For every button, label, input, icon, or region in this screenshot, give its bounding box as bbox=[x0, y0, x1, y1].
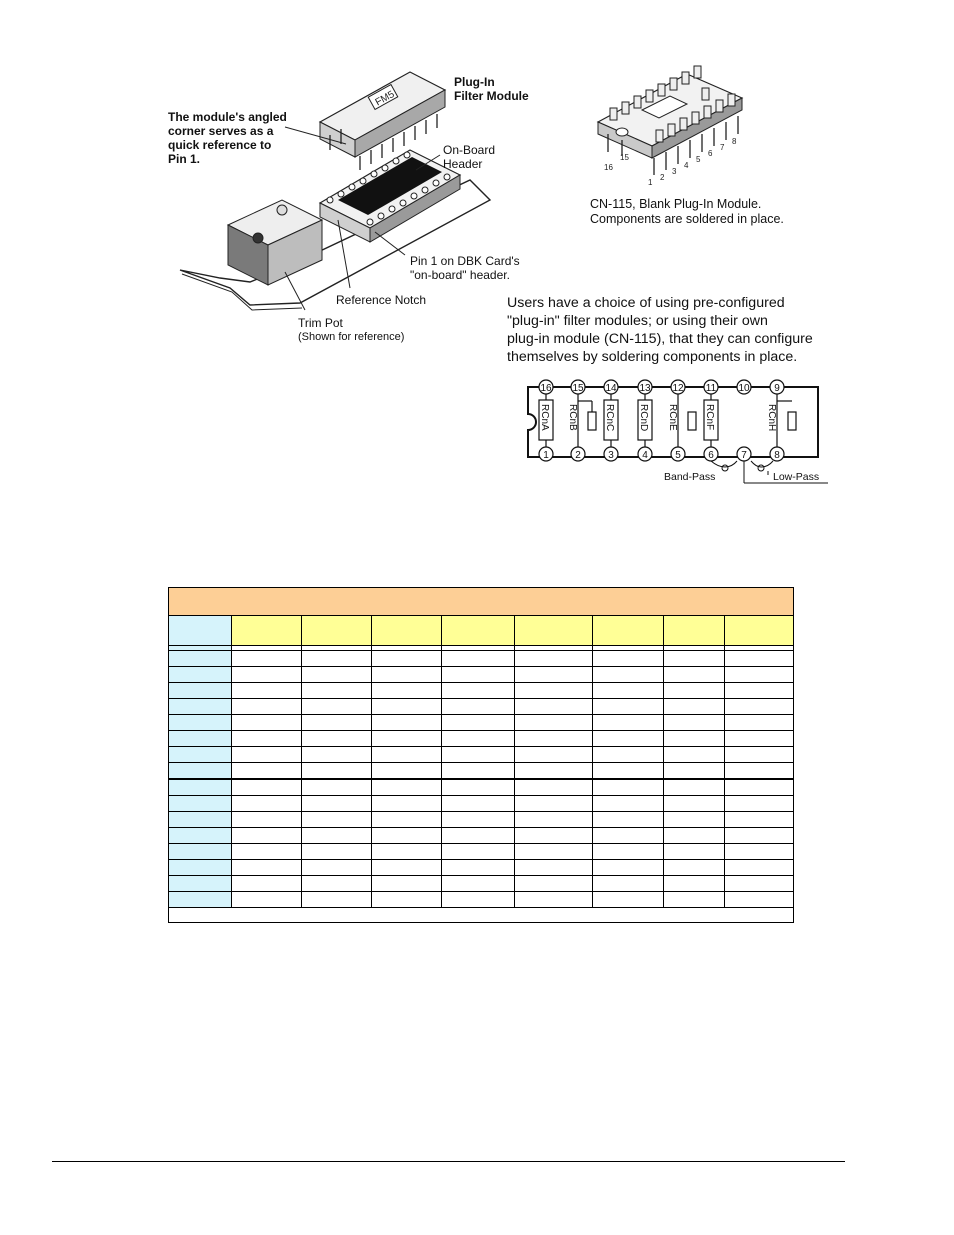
table-cell bbox=[664, 844, 725, 860]
table-cell bbox=[593, 876, 664, 892]
cn115-side-pin-2: 2 bbox=[660, 173, 665, 182]
band-pass-label: Band-Pass bbox=[664, 471, 716, 483]
table-cell bbox=[232, 779, 302, 796]
table-cell bbox=[372, 892, 442, 908]
header-cell bbox=[664, 616, 725, 646]
table-cell bbox=[442, 763, 515, 780]
table-cell bbox=[302, 715, 372, 731]
table-cell bbox=[725, 844, 794, 860]
table-cell bbox=[593, 796, 664, 812]
table-cell bbox=[664, 667, 725, 683]
table-row bbox=[169, 651, 794, 667]
table-cell bbox=[664, 828, 725, 844]
table-cell bbox=[725, 876, 794, 892]
cn115-side-pin-5: 5 bbox=[696, 155, 701, 164]
table-row bbox=[169, 667, 794, 683]
table-cell bbox=[515, 828, 593, 844]
table-cell bbox=[232, 876, 302, 892]
module-marking-text: FM5 bbox=[373, 89, 397, 109]
pin-label-16: 16 bbox=[540, 383, 552, 394]
table-cell bbox=[169, 715, 232, 731]
angled-corner-note: The module's angled corner serves as a quick reference to Pin 1. bbox=[168, 110, 287, 166]
table-cell bbox=[515, 763, 593, 780]
table-cell bbox=[593, 828, 664, 844]
table-cell bbox=[372, 844, 442, 860]
table-cell bbox=[372, 828, 442, 844]
pin-label-4: 4 bbox=[642, 450, 648, 461]
table-cell bbox=[302, 892, 372, 908]
cn115-caption: CN-115, Blank Plug-In Module. Components are soldered in place. bbox=[590, 197, 784, 226]
table-cell bbox=[725, 715, 794, 731]
filter-module-schematic bbox=[518, 375, 838, 490]
table-cell bbox=[169, 667, 232, 683]
header-cell bbox=[593, 616, 664, 646]
table-row bbox=[169, 747, 794, 763]
table-cell bbox=[515, 731, 593, 747]
table-cell bbox=[593, 715, 664, 731]
cn115-blank-module-illustration bbox=[592, 60, 752, 190]
table-cell bbox=[515, 860, 593, 876]
table-cell bbox=[232, 747, 302, 763]
table-cell bbox=[442, 892, 515, 908]
header-cell bbox=[442, 616, 515, 646]
table-row bbox=[169, 683, 794, 699]
table-cell bbox=[593, 860, 664, 876]
table-cell bbox=[515, 651, 593, 667]
table-cell bbox=[593, 844, 664, 860]
table-cell bbox=[725, 828, 794, 844]
table-row bbox=[169, 860, 794, 876]
table-cell bbox=[442, 796, 515, 812]
header-cell bbox=[725, 616, 794, 646]
table-footer-row bbox=[169, 908, 794, 923]
table-cell bbox=[442, 667, 515, 683]
table-cell bbox=[372, 683, 442, 699]
component-rcna: RCnA bbox=[539, 404, 550, 431]
table-cell bbox=[725, 892, 794, 908]
table-cell bbox=[442, 876, 515, 892]
cn115-side-pin-8: 8 bbox=[732, 137, 737, 146]
table-cell bbox=[302, 812, 372, 828]
table-cell bbox=[664, 763, 725, 780]
table-cell bbox=[372, 715, 442, 731]
table-cell bbox=[169, 699, 232, 715]
table-row bbox=[169, 892, 794, 908]
table-cell bbox=[302, 731, 372, 747]
table-cell bbox=[372, 747, 442, 763]
table-cell bbox=[664, 860, 725, 876]
header-cell bbox=[232, 616, 302, 646]
table-cell bbox=[725, 683, 794, 699]
component-rcnb: RCnB bbox=[567, 404, 578, 431]
table-cell bbox=[725, 667, 794, 683]
table-row bbox=[169, 699, 794, 715]
table-cell bbox=[302, 876, 372, 892]
table-cell bbox=[372, 779, 442, 796]
table-cell bbox=[372, 763, 442, 780]
table-cell bbox=[442, 747, 515, 763]
table-cell bbox=[372, 651, 442, 667]
table-row bbox=[169, 779, 794, 796]
page-footer-rule bbox=[52, 1161, 845, 1162]
table-cell bbox=[515, 876, 593, 892]
table-cell bbox=[169, 796, 232, 812]
table-cell bbox=[593, 731, 664, 747]
table-cell bbox=[169, 763, 232, 780]
component-rcnf: RCnF bbox=[704, 404, 715, 431]
table-cell bbox=[593, 763, 664, 780]
table-cell bbox=[664, 747, 725, 763]
table-title-row bbox=[169, 588, 794, 616]
table-cell bbox=[593, 667, 664, 683]
pin-label-8: 8 bbox=[774, 450, 780, 461]
table-row bbox=[169, 828, 794, 844]
reference-notch-label: Reference Notch bbox=[336, 293, 427, 307]
table-cell bbox=[169, 876, 232, 892]
table-cell bbox=[593, 747, 664, 763]
table-cell bbox=[232, 731, 302, 747]
table-row bbox=[169, 731, 794, 747]
table-cell bbox=[232, 763, 302, 780]
pin-label-12: 12 bbox=[672, 383, 684, 394]
table-cell bbox=[302, 747, 372, 763]
table-cell bbox=[442, 860, 515, 876]
pin-label-15: 15 bbox=[572, 383, 584, 394]
cn115-side-pin-15: 15 bbox=[620, 153, 629, 162]
plug-in-choice-text: Users have a choice of using pre-configured "plug-in" filter modules; or using their own plug-in module (CN-115), that they can configure themselves by soldering components in place. bbox=[507, 295, 813, 365]
table-cell bbox=[725, 699, 794, 715]
table-cell bbox=[442, 715, 515, 731]
pin-label-7: 7 bbox=[741, 450, 747, 461]
table-cell bbox=[302, 860, 372, 876]
table-cell bbox=[442, 731, 515, 747]
table-cell bbox=[302, 779, 372, 796]
table-cell bbox=[725, 651, 794, 667]
component-rcnc: RCnC bbox=[604, 404, 615, 432]
table-cell bbox=[515, 715, 593, 731]
table-cell bbox=[725, 779, 794, 796]
table-cell bbox=[442, 699, 515, 715]
table-cell bbox=[232, 828, 302, 844]
table-cell bbox=[169, 844, 232, 860]
pin-label-1: 1 bbox=[543, 450, 549, 461]
table-row bbox=[169, 796, 794, 812]
table-cell bbox=[725, 731, 794, 747]
plug-in-filter-module-label: Plug-In Filter Module bbox=[454, 75, 529, 103]
table-cell bbox=[372, 860, 442, 876]
pin-label-10: 10 bbox=[738, 383, 750, 394]
table-cell bbox=[664, 876, 725, 892]
table-cell bbox=[232, 860, 302, 876]
table-cell bbox=[302, 683, 372, 699]
table-row bbox=[169, 844, 794, 860]
cn115-side-pin-16: 16 bbox=[604, 163, 613, 172]
plug-in-filter-module bbox=[320, 72, 445, 170]
header-cell bbox=[372, 616, 442, 646]
table-cell bbox=[372, 731, 442, 747]
table-cell bbox=[232, 699, 302, 715]
table-cell bbox=[372, 796, 442, 812]
table-cell bbox=[169, 828, 232, 844]
table-cell bbox=[302, 796, 372, 812]
table-cell bbox=[664, 699, 725, 715]
pin-label-9: 9 bbox=[774, 383, 780, 394]
table-cell bbox=[232, 844, 302, 860]
filter-configuration-table bbox=[168, 587, 794, 923]
table-cell bbox=[302, 844, 372, 860]
pin1-note: Pin 1 on DBK Card's "on-board" header. bbox=[410, 254, 520, 282]
table-cell bbox=[664, 683, 725, 699]
table-cell bbox=[593, 892, 664, 908]
pin-label-6: 6 bbox=[708, 450, 714, 461]
table-cell bbox=[515, 844, 593, 860]
table-cell bbox=[664, 796, 725, 812]
table-cell bbox=[232, 892, 302, 908]
table-cell bbox=[725, 812, 794, 828]
table-cell bbox=[593, 812, 664, 828]
table-row bbox=[169, 812, 794, 828]
table-cell bbox=[232, 683, 302, 699]
cn115-side-pin-7: 7 bbox=[720, 143, 725, 152]
table-cell bbox=[725, 763, 794, 780]
pin-label-13: 13 bbox=[639, 383, 651, 394]
pin-label-11: 11 bbox=[705, 383, 717, 394]
pin-label-3: 3 bbox=[608, 450, 614, 461]
table-cell bbox=[169, 892, 232, 908]
table-cell bbox=[593, 683, 664, 699]
table-cell bbox=[372, 667, 442, 683]
table-cell bbox=[515, 699, 593, 715]
cn115-side-pin-3: 3 bbox=[672, 167, 677, 176]
table-cell bbox=[442, 779, 515, 796]
table-cell bbox=[302, 667, 372, 683]
table-cell bbox=[169, 747, 232, 763]
pin-label-5: 5 bbox=[675, 450, 681, 461]
table-cell bbox=[372, 699, 442, 715]
table-cell bbox=[515, 747, 593, 763]
table-cell bbox=[442, 651, 515, 667]
table-cell bbox=[169, 779, 232, 796]
component-rcnh: RCnH bbox=[766, 404, 777, 432]
header-cell bbox=[515, 616, 593, 646]
component-rcne: RCnE bbox=[667, 404, 678, 431]
cn115-side-pin-6: 6 bbox=[708, 149, 713, 158]
header-cell bbox=[169, 616, 232, 646]
table-row bbox=[169, 715, 794, 731]
pin-label-14: 14 bbox=[605, 383, 617, 394]
table-row bbox=[169, 763, 794, 780]
table-header-row bbox=[169, 616, 794, 646]
table-cell bbox=[232, 796, 302, 812]
table-cell bbox=[664, 651, 725, 667]
table-cell bbox=[515, 667, 593, 683]
table-cell bbox=[302, 651, 372, 667]
table-cell bbox=[593, 699, 664, 715]
table-cell bbox=[593, 651, 664, 667]
table-cell bbox=[725, 796, 794, 812]
table-cell bbox=[232, 667, 302, 683]
table-cell bbox=[442, 828, 515, 844]
table-cell bbox=[442, 683, 515, 699]
table-cell bbox=[442, 844, 515, 860]
table-cell bbox=[169, 812, 232, 828]
table-cell bbox=[232, 715, 302, 731]
table-cell bbox=[232, 812, 302, 828]
table-cell bbox=[664, 812, 725, 828]
table-cell bbox=[302, 699, 372, 715]
table-cell bbox=[515, 796, 593, 812]
pin-label-2: 2 bbox=[575, 450, 581, 461]
table-cell bbox=[169, 860, 232, 876]
table-cell bbox=[302, 763, 372, 780]
trim-pot-note: (Shown for reference) bbox=[298, 331, 405, 343]
table-cell bbox=[664, 779, 725, 796]
component-rcnd: RCnD bbox=[638, 404, 649, 432]
table-cell bbox=[169, 651, 232, 667]
table-cell bbox=[372, 876, 442, 892]
cn115-side-pin-4: 4 bbox=[684, 161, 689, 170]
table-cell bbox=[515, 683, 593, 699]
table-row bbox=[169, 876, 794, 892]
on-board-header-label: On-Board Header bbox=[443, 143, 496, 171]
table-cell bbox=[302, 828, 372, 844]
low-pass-label: Low-Pass bbox=[773, 471, 820, 483]
table-cell bbox=[593, 779, 664, 796]
table-cell bbox=[725, 860, 794, 876]
table-cell bbox=[515, 779, 593, 796]
trim-pot-label: Trim Pot bbox=[298, 316, 343, 330]
table-cell bbox=[515, 892, 593, 908]
table-cell bbox=[664, 892, 725, 908]
table-cell bbox=[664, 715, 725, 731]
table-cell bbox=[515, 812, 593, 828]
table-cell bbox=[442, 812, 515, 828]
table-cell bbox=[169, 731, 232, 747]
table-cell bbox=[664, 731, 725, 747]
table-cell bbox=[372, 812, 442, 828]
header-cell bbox=[302, 616, 372, 646]
table-cell bbox=[169, 683, 232, 699]
table-cell bbox=[232, 651, 302, 667]
cn115-side-pin-1: 1 bbox=[648, 178, 653, 187]
table-cell bbox=[725, 747, 794, 763]
